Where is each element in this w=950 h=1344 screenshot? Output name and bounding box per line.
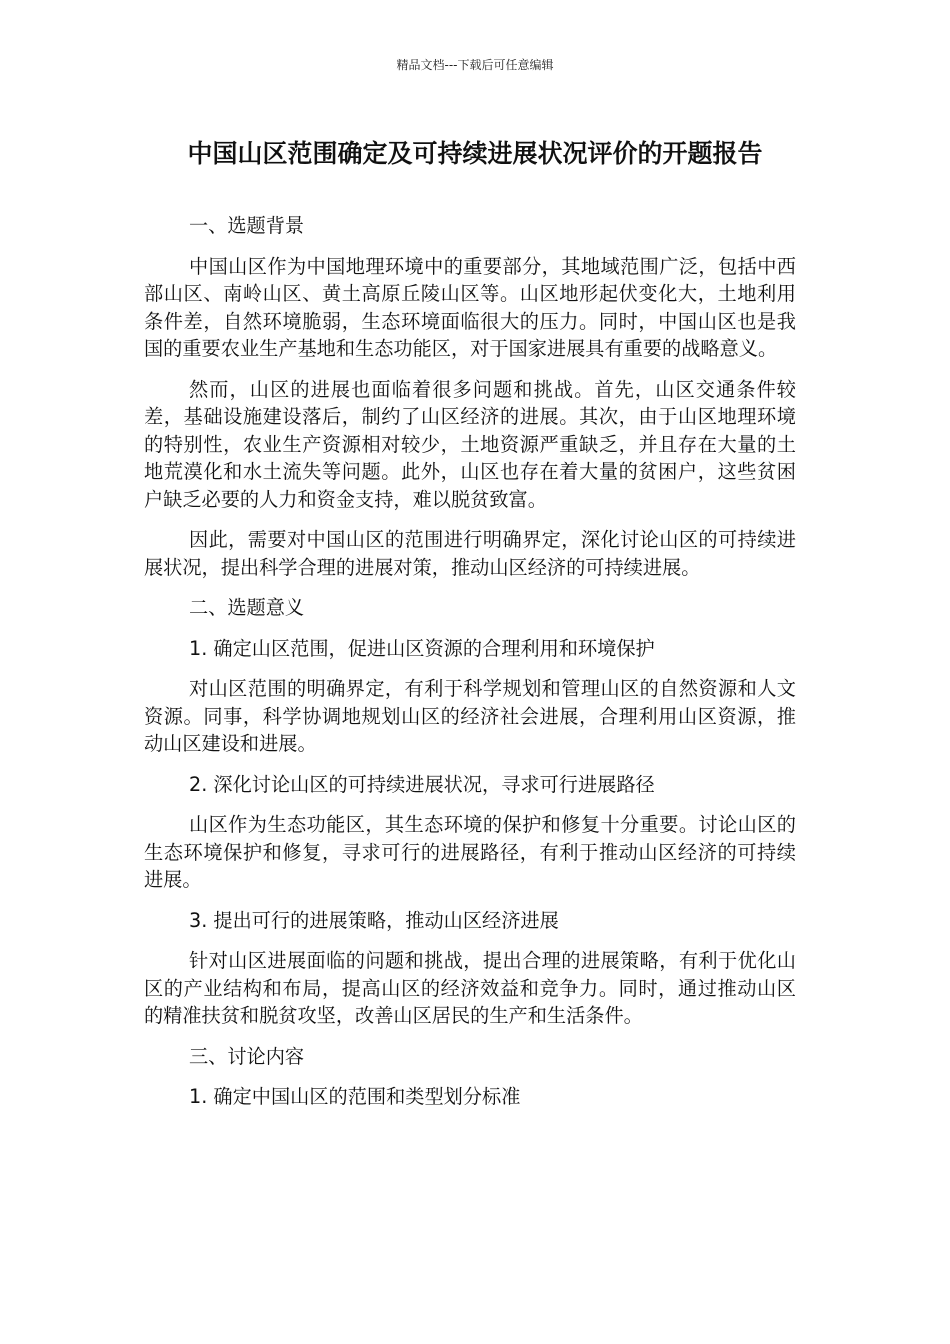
subheading-significance-3: 3. 提出可行的进展策略，推动山区经济进展 xyxy=(189,908,559,932)
subheading-significance-2: 2. 深化讨论山区的可持续进展状况，寻求可行进展路径 xyxy=(189,772,655,796)
paragraph-significance-3: 针对山区进展面临的问题和挑战，提出合理的进展策略，有利于优化山区的产业结构和布局，提高山区的经济效益和竞争力。同时，通过推动山区的精准扶贫和脱贫攻坚，改善山区居民的生产和生活条件。 xyxy=(144,949,796,1027)
document-body xyxy=(144,212,796,1124)
paragraph-background-3: 因此，需要对中国山区的范围进行明确界定，深化讨论山区的可持续进展状况，提出科学合理的进展对策，推动山区经济的可持续进展。 xyxy=(144,528,796,579)
subheading-significance-1: 1. 确定山区范围，促进山区资源的合理利用和环境保护 xyxy=(189,636,655,660)
paragraph-background-1: 中国山区作为中国地理环境中的重要部分，其地域范围广泛，包括中西部山区、南岭山区、黄土高原丘陵山区等。山区地形起伏变化大，土地利用条件差，自然环境脆弱，生态环境面临很大的压力。同时，中国山区也是我国的重要农业生产基地和生态功能区，对于国家进展具有重要的战略意义。 xyxy=(144,254,796,360)
paragraph-background-2: 然而，山区的进展也面临着很多问题和挑战。首先，山区交通条件较差，基础设施建设落后，制约了山区经济的进展。其次，由于山区地理环境的特别性，农业生产资源相对较少，土地资源严重缺乏，并且存在大量的土地荒漠化和水土流失等问题。此外，山区也存在着大量的贫困户，这些贫困户缺乏必要的人力和资金支持，难以脱贫致富。 xyxy=(144,377,796,511)
paragraph-significance-1: 对山区范围的明确界定，有利于科学规划和管理山区的自然资源和人文资源。同事，科学协调地规划山区的经济社会进展，合理利用山区资源，推动山区建设和进展。 xyxy=(144,677,796,755)
section-heading-content: 三、讨论内容 xyxy=(189,1044,305,1068)
document-title: 中国山区范围确定及可持续进展状况评价的开题报告 xyxy=(187,139,763,168)
subheading-content-1: 1. 确定中国山区的范围和类型划分标准 xyxy=(189,1085,521,1108)
section-heading-background: 一、选题背景 xyxy=(189,214,305,237)
section-heading-significance: 二、选题意义 xyxy=(189,596,305,619)
paragraph-significance-2: 山区作为生态功能区，其生态环境的保护和修复十分重要。讨论山区的生态环境保护和修复，寻求可行的进展路径，有利于推动山区经济的可持续进展。 xyxy=(144,813,796,891)
header-note: 精品文档---下载后可任意编辑 xyxy=(396,58,554,72)
